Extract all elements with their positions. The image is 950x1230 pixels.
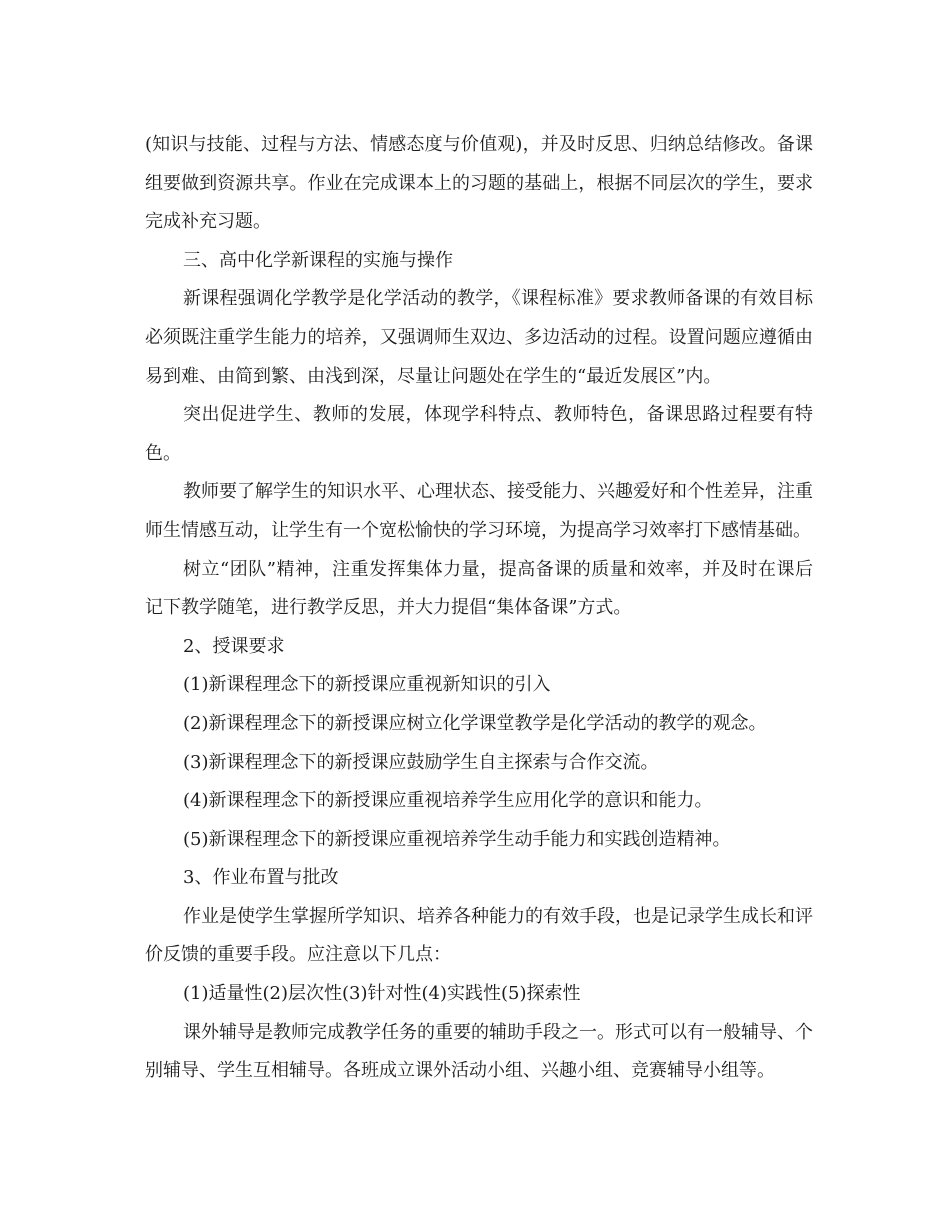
list-item: (3)新课程理念下的新授课应鼓励学生自主探索与合作交流。 xyxy=(183,751,659,773)
paragraph-continuation: (知识与技能、过程与方法、情感态度与价值观)，并及时反思、归纳总结修改。备课组要做到资源共享。作业在完成课本上的习题的基础上，根据不同层次的学生，要求完成补充习题。 xyxy=(145,134,813,233)
paragraph: 树立“团队”精神，注重发挥集体力量，提高备课的质量和效率，并及时在课后记下教学随笔，进行教学反思，并大力提倡“集体备课”方式。 xyxy=(145,558,813,619)
paragraph: 课外辅导是教师完成教学任务的重要的辅助手段之一。形式可以有一般辅导、个别辅导、学生互相辅导。各班成立课外活动小组、兴趣小组、竞赛辅导小组等。 xyxy=(145,1021,813,1082)
subsection-heading-2: 2、授课要求 xyxy=(183,635,285,657)
paragraph: 作业是使学生掌握所学知识、培养各种能力的有效手段，也是记录学生成长和评价反馈的重要手段。应注意以下几点： xyxy=(145,905,813,966)
paragraph: 教师要了解学生的知识水平、心理状态、接受能力、兴趣爱好和个性差异，注重师生情感互动，让学生有一个宽松愉快的学习环境，为提高学习效率打下感情基础。 xyxy=(145,481,813,541)
document-body xyxy=(145,126,813,1091)
paragraph: 新课程强调化学教学是化学活动的教学，《课程标准》要求教师备课的有效目标必须既注重学生能力的培养，又强调师生双边、多边活动的过程。设置问题应遵循由易到难、由简到繁、由浅到深，尽量让问题处在学生的“最近发展区”内。 xyxy=(145,288,813,387)
list-item: (1)新课程理念下的新授课应重视新知识的引入 xyxy=(183,674,551,696)
section-heading-3: 三、高中化学新课程的实施与操作 xyxy=(183,249,453,271)
subsection-heading-3: 3、作业布置与批改 xyxy=(183,867,339,889)
list-item: (5)新课程理念下的新授课应重视培养学生动手能力和实践创造精神。 xyxy=(183,828,731,850)
list-item: (2)新课程理念下的新授课应树立化学课堂教学是化学活动的教学的观念。 xyxy=(183,712,767,734)
list-item: (1)适量性(2)层次性(3)针对性(4)实践性(5)探索性 xyxy=(183,983,581,1005)
list-item: (4)新课程理念下的新授课应重视培养学生应用化学的意识和能力。 xyxy=(183,790,713,812)
paragraph: 突出促进学生、教师的发展，体现学科特点、教师特色，备课思路过程要有特色。 xyxy=(145,404,813,464)
